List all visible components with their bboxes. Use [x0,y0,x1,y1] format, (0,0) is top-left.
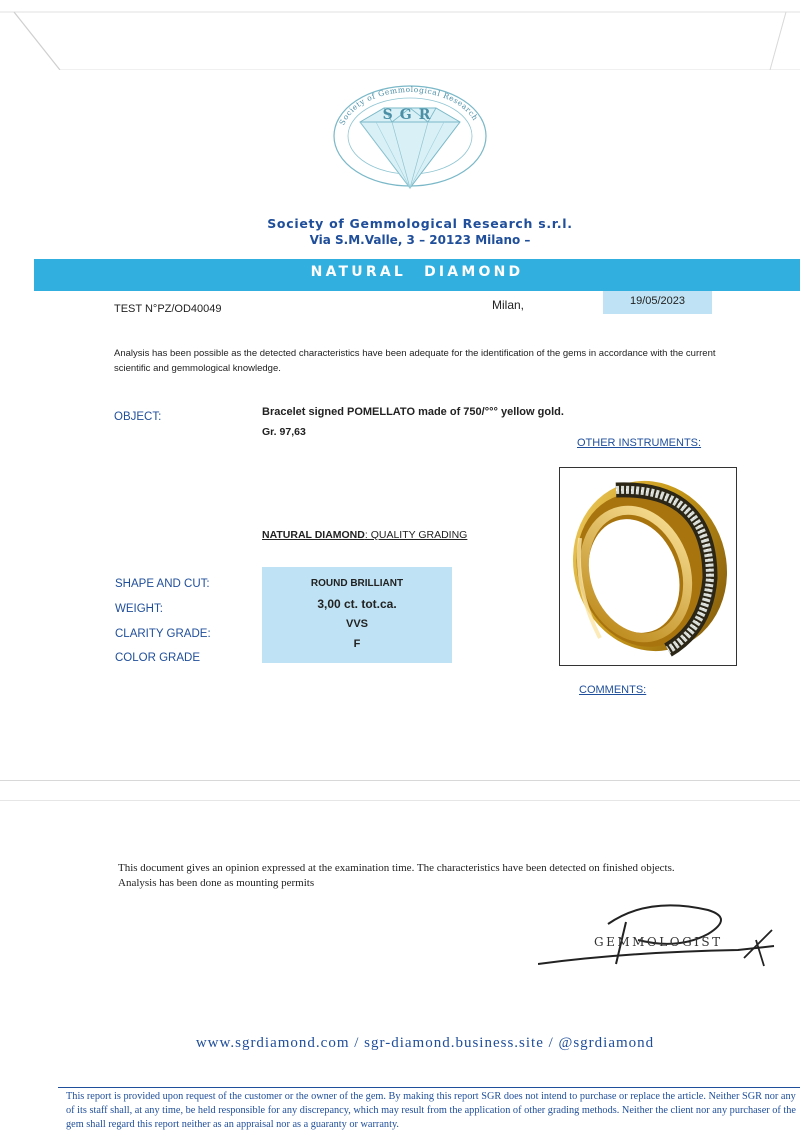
company-address: Via S.M.Valle, 3 – 20123 Milano – [309,233,531,247]
footer-rule [58,1087,800,1088]
test-number: TEST N°PZ/OD40049 [114,303,222,315]
disclaimer-line-2: Analysis has been done as mounting permits [118,877,315,889]
gold-ring-image [560,468,736,665]
gemmologist-signature [538,900,778,972]
city-label: Milan, [492,298,525,312]
clarity-label: CLARITY GRADE: [115,628,211,640]
envelope-fold [0,0,800,70]
report-date: 19/05/2023 [629,295,686,307]
signature-caption: GEMMOLOGIST [594,935,723,949]
fold-line [0,800,800,801]
quality-grading-heading [262,529,467,541]
disclaimer [118,861,758,891]
comments-label: COMMENTS: [579,684,647,696]
other-instruments-label: OTHER INSTRUMENTS: [577,437,702,449]
weight-label: WEIGHT: [115,603,163,615]
logo-ring-text: Society of Gemmological Research [337,84,481,127]
weight-value: 3,00 ct. tot.ca. [317,597,397,611]
shape-cut-label: SHAPE AND CUT: [115,578,210,590]
object-weight: Gr. 97,63 [262,426,306,438]
fold-line [0,780,800,781]
disclaimer-line-1: This document gives an opinion expressed at the examination time. The characteristics have been detected on finished objects. [118,862,675,874]
color-grade-value: F [353,638,361,650]
company-name: Society of Gemmological Research s.r.l. [267,216,573,231]
clarity-value: VVS [345,618,368,630]
intro-paragraph: Analysis has been possible as the detected characteristics have been adequate for the identification of the gems in accordance with the current scientific and gemmological knowledge. [114,348,716,374]
object-label: OBJECT: [114,411,162,423]
quality-heading-bold: NATURAL DIAMOND [262,529,365,541]
color-grade-label: COLOR GRADE [115,652,200,664]
banner-title: NATURAL DIAMOND [310,264,524,280]
footer-disclaimer: This report is provided upon request of the customer or the owner of the gem. By making this report SGR does not intend to purchase or replace the article. Neither SGR nor any of its staff shall, at any time, be held responsible for any discrepancy, which may result from the application of other grading methods. Neither the client nor any purchaser of the gem shall regard this report neither as an appraisal nor as a guaranty or warranty. [66,1091,796,1130]
object-description: Bracelet signed POMELLATO made of 750/°°° yellow gold. [262,406,564,418]
website-links: www.sgrdiamond.com / sgr-diamond.business.site / @sgrdiamond [195,1035,655,1051]
sgr-logo [330,84,490,196]
quality-heading-rest: : QUALITY GRADING [364,529,468,541]
gem-photo [559,467,737,666]
shape-cut-value: ROUND BRILLIANT [310,578,404,589]
logo-initials: SGR [382,107,438,123]
